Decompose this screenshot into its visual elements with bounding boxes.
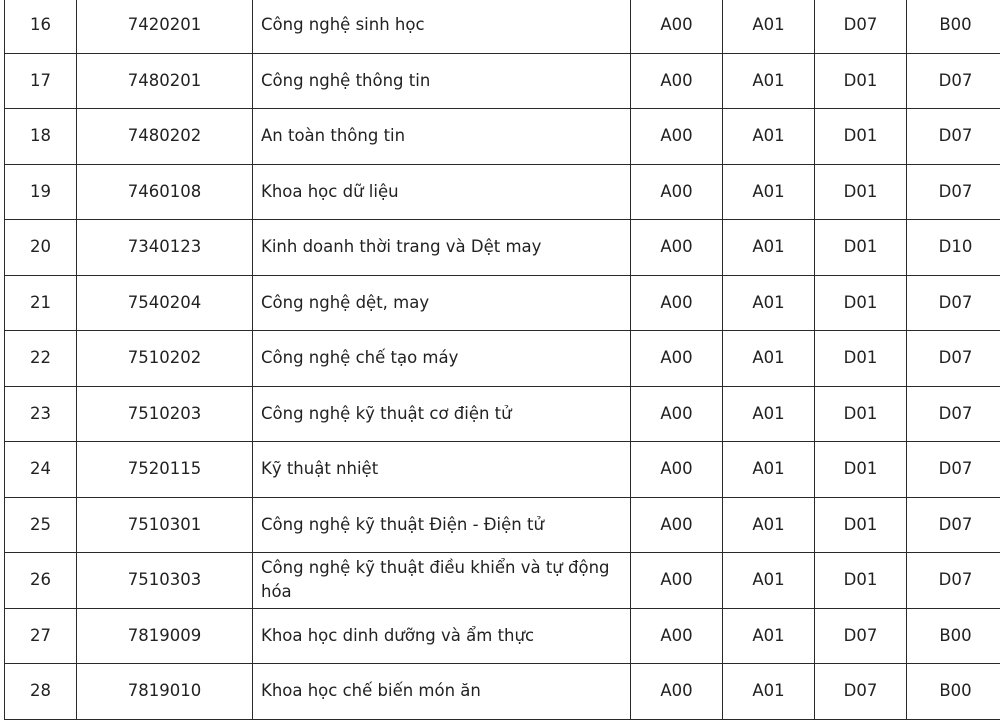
- combo-cell: D01: [815, 53, 907, 109]
- table-row: [5, 497, 1000, 553]
- code-cell: 7510303: [77, 553, 253, 609]
- combo-cell: A01: [723, 442, 815, 498]
- combo-cell: A00: [631, 331, 723, 387]
- major-name-cell: Khoa học chế biến món ăn: [253, 664, 631, 720]
- combo-cell: D07: [815, 608, 907, 664]
- combo-cell: D07: [815, 664, 907, 720]
- combo-cell: A01: [723, 164, 815, 220]
- combo-cell: D01: [815, 220, 907, 276]
- combo-cell: D07: [907, 442, 1000, 498]
- table-row: [5, 386, 1000, 442]
- code-cell: 7340123: [77, 220, 253, 276]
- stt-cell: 28: [5, 664, 77, 720]
- table-row: [5, 164, 1000, 220]
- combo-cell: A01: [723, 275, 815, 331]
- major-name-cell: Công nghệ kỹ thuật cơ điện tử: [253, 386, 631, 442]
- combo-cell: A00: [631, 553, 723, 609]
- combo-cell: D07: [907, 109, 1000, 165]
- combo-cell: A00: [631, 386, 723, 442]
- stt-cell: 26: [5, 553, 77, 609]
- combo-cell: A00: [631, 608, 723, 664]
- major-name-cell: Công nghệ kỹ thuật Điện - Điện tử: [253, 497, 631, 553]
- major-name-cell: Khoa học dinh dưỡng và ẩm thực: [253, 608, 631, 664]
- stt-cell: 23: [5, 386, 77, 442]
- combo-cell: A00: [631, 442, 723, 498]
- stt-cell: 25: [5, 497, 77, 553]
- combo-cell: A00: [631, 497, 723, 553]
- combo-cell: A01: [723, 331, 815, 387]
- table-row: [5, 664, 1000, 720]
- major-name-cell: Công nghệ dệt, may: [253, 275, 631, 331]
- combo-cell: B00: [907, 608, 1000, 664]
- code-cell: 7819010: [77, 664, 253, 720]
- table-row: [5, 608, 1000, 664]
- combo-cell: A01: [723, 386, 815, 442]
- code-cell: 7460108: [77, 164, 253, 220]
- code-cell: 7520115: [77, 442, 253, 498]
- combo-cell: A01: [723, 109, 815, 165]
- combo-cell: A01: [723, 220, 815, 276]
- major-name-cell: Công nghệ sinh học: [253, 0, 631, 53]
- stt-cell: 22: [5, 331, 77, 387]
- code-cell: 7510301: [77, 497, 253, 553]
- major-name-cell: An toàn thông tin: [253, 109, 631, 165]
- major-name-cell: Công nghệ thông tin: [253, 53, 631, 109]
- combo-cell: A01: [723, 0, 815, 53]
- combo-cell: D07: [907, 386, 1000, 442]
- code-cell: 7540204: [77, 275, 253, 331]
- combo-cell: D07: [907, 164, 1000, 220]
- combo-cell: D07: [907, 53, 1000, 109]
- code-cell: 7480202: [77, 109, 253, 165]
- combo-cell: A00: [631, 53, 723, 109]
- combo-cell: D01: [815, 497, 907, 553]
- combo-cell: A01: [723, 608, 815, 664]
- table-row: [5, 331, 1000, 387]
- combo-cell: A00: [631, 664, 723, 720]
- table-row: [5, 0, 1000, 53]
- combo-cell: D01: [815, 386, 907, 442]
- combo-cell: D01: [815, 553, 907, 609]
- combo-cell: D01: [815, 164, 907, 220]
- combo-cell: A00: [631, 0, 723, 53]
- stt-cell: 16: [5, 0, 77, 53]
- stt-cell: 18: [5, 109, 77, 165]
- combo-cell: B00: [907, 664, 1000, 720]
- major-name-cell: Công nghệ chế tạo máy: [253, 331, 631, 387]
- code-cell: 7420201: [77, 0, 253, 53]
- combo-cell: A00: [631, 164, 723, 220]
- combo-cell: A00: [631, 109, 723, 165]
- table-row: [5, 553, 1000, 609]
- code-cell: 7819009: [77, 608, 253, 664]
- stt-cell: 27: [5, 608, 77, 664]
- stt-cell: 17: [5, 53, 77, 109]
- stt-cell: 20: [5, 220, 77, 276]
- combo-cell: A01: [723, 53, 815, 109]
- table-row: [5, 53, 1000, 109]
- majors-table: [4, 0, 1000, 720]
- table-row: [5, 442, 1000, 498]
- major-name-cell: Kỹ thuật nhiệt: [253, 442, 631, 498]
- code-cell: 7510202: [77, 331, 253, 387]
- combo-cell: A01: [723, 664, 815, 720]
- combo-cell: D07: [907, 553, 1000, 609]
- table-row: [5, 220, 1000, 276]
- major-name-cell: Công nghệ kỹ thuật điều khiển và tự động hóa: [253, 553, 631, 609]
- stt-cell: 24: [5, 442, 77, 498]
- stt-cell: 21: [5, 275, 77, 331]
- combo-cell: D01: [815, 442, 907, 498]
- combo-cell: D07: [907, 497, 1000, 553]
- major-name-cell: Khoa học dữ liệu: [253, 164, 631, 220]
- table-row: [5, 109, 1000, 165]
- major-name-cell: Kinh doanh thời trang và Dệt may: [253, 220, 631, 276]
- combo-cell: D01: [815, 275, 907, 331]
- table-row: [5, 275, 1000, 331]
- stt-cell: 19: [5, 164, 77, 220]
- combo-cell: A00: [631, 275, 723, 331]
- combo-cell: D07: [907, 331, 1000, 387]
- combo-cell: D10: [907, 220, 1000, 276]
- combo-cell: D01: [815, 331, 907, 387]
- code-cell: 7480201: [77, 53, 253, 109]
- combo-cell: A01: [723, 497, 815, 553]
- combo-cell: D07: [907, 275, 1000, 331]
- combo-cell: D01: [815, 109, 907, 165]
- combo-cell: D07: [815, 0, 907, 53]
- combo-cell: B00: [907, 0, 1000, 53]
- code-cell: 7510203: [77, 386, 253, 442]
- combo-cell: A00: [631, 220, 723, 276]
- combo-cell: A01: [723, 553, 815, 609]
